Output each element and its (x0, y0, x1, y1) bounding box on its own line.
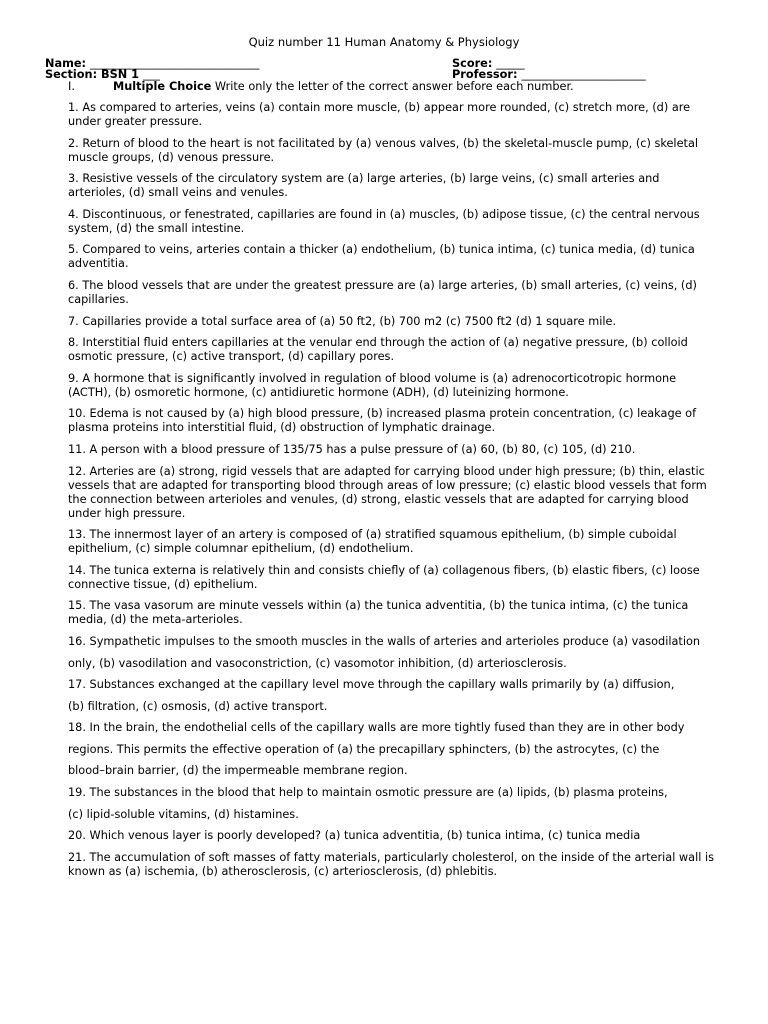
question-item: 13. The innermost layer of an artery is composed of (a) stratified squamous epithelium, (b) simple cuboidal epithelium, (c) simple columnar epithelium, (d) endothelium. (68, 528, 677, 556)
question-item: 17. Substances exchanged at the capillary level move through the capillary walls primarily by (a) diffusion, (68, 678, 675, 692)
question-item: (c) lipid-soluble vitamins, (d) histamines. (68, 807, 299, 821)
question-item: (b) filtration, (c) osmosis, (d) active transport. (68, 699, 328, 713)
question-item: 19. The substances in the blood that help to maintain osmotic pressure are (a) lipids, (b) plasma proteins, (68, 786, 668, 800)
question-item: 6. The blood vessels that are under the greatest pressure are (a) large arteries, (b) small arteries, (c) veins, (d) capillaries. (68, 278, 697, 306)
name-label: Name: (45, 57, 87, 70)
section-instructions (68, 80, 574, 94)
question-item: 20. Which venous layer is poorly developed? (a) tunica adventitia, (b) tunica intima, (c) tunica media (68, 829, 641, 843)
question-item: 8. Interstitial fluid enters capillaries at the venular end through the action of (a) negative pressure, (b) colloid osmotic pressure, (c) active transport, (d) capillary pores. (68, 336, 688, 364)
name-blank: ______________________________ (89, 57, 260, 70)
question-item: 11. A person with a blood pressure of 135/75 has a pulse pressure of (a) 60, (b) 80, (c) 105, (d) 210. (68, 442, 636, 456)
score-label: Score: (452, 57, 493, 70)
question-item: 2. Return of blood to the heart is not facilitated by (a) venous valves, (b) the skeletal-muscle pump, (c) skeletal muscle groups, (d) venous pressure. (68, 136, 699, 164)
page-title: Quiz number 11 Human Anatomy & Physiology (248, 35, 520, 49)
question-item: 12. Arteries are (a) strong, rigid vessels that are adapted for carrying blood under high pressure; (b) thin, elastic vessels that are adapted for transporting blood through areas of low pressure; (c) elastic blood vessels that form the connection between arterioles and venules, (d) strong, elastic vessels that are adapted for carrying blood under high pressure. (68, 464, 707, 520)
instructions-text: Write only the letter of the correct answer before each number. (211, 80, 574, 93)
question-item: 15. The vasa vasorum are minute vessels within (a) the tunica adventitia, (b) the tunica intima, (c) the tunica media, (d) the meta-arterioles. (68, 599, 689, 627)
question-item: 10. Edema is not caused by (a) high blood pressure, (b) increased plasma protein concentration, (c) leakage of plasma proteins into interstitial fluid, (d) obstruction of lymphatic drainage. (68, 407, 697, 435)
question-item: 4. Discontinuous, or fenestrated, capillaries are found in (a) muscles, (b) adipose tissue, (c) the central nervous system, (d) the small intestine. (68, 207, 700, 235)
question-item: 9. A hormone that is significantly involved in regulation of blood volume is (a) adrenocorticotropic hormone (ACTH), (b) osmoretic hormone, (c) antidiuretic hormone (ADH), (d) luteinizing hormone. (68, 371, 677, 399)
question-item: regions. This permits the effective operation of (a) the precapillary sphincters, (b) the astrocytes, (c) the (68, 742, 660, 756)
question-list (68, 101, 718, 886)
question-item: 5. Compared to veins, arteries contain a thicker (a) endothelium, (b) tunica intima, (c) tunica media, (d) tunica adventitia. (68, 243, 695, 271)
score-blank: _____ (496, 57, 525, 70)
question-item: blood–brain barrier, (d) the impermeable membrane region. (68, 764, 408, 778)
question-item: 14. The tunica externa is relatively thin and consists chiefly of (a) collagenous fibers, (b) elastic fibers, (c) loose connective tissue, (d) epithelium. (68, 563, 700, 591)
section-label: Section: BSN 1 (45, 68, 140, 81)
question-item: 16. Sympathetic impulses to the smooth muscles in the walls of arteries and arterioles produce (a) vasodilation (68, 634, 701, 648)
question-item: 3. Resistive vessels of the circulatory system are (a) large arteries, (b) large veins, (c) small arteries and arterioles, (d) small veins and venules. (68, 172, 660, 200)
question-item: only, (b) vasodilation and vasoconstriction, (c) vasomotor inhibition, (d) arteriosclerosis. (68, 656, 567, 670)
professor-label: Professor: (452, 68, 518, 81)
question-item: 1. As compared to arteries, veins (a) contain more muscle, (b) appear more rounded, (c) stretch more, (d) are under greater pressure. (68, 101, 691, 128)
question-item: 21. The accumulation of soft masses of fatty materials, particularly cholesterol, on the inside of the arterial wall is known as (a) ischemia, (b) atherosclerosis, (c) arteriosclerosis, (d) phlebitis. (68, 850, 714, 878)
section-heading: Multiple Choice (113, 80, 212, 93)
section-blank: ___ (142, 68, 160, 81)
professor-blank: ______________________ (521, 68, 646, 81)
question-item: 18. In the brain, the endothelial cells of the capillary walls are more tightly fused than they are in other body (68, 721, 685, 735)
question-item: 7. Capillaries provide a total surface area of (a) 50 ft2, (b) 700 m2 (c) 7500 ft2 (d) 1 square mile. (68, 314, 617, 328)
section-number: I. (68, 80, 75, 93)
